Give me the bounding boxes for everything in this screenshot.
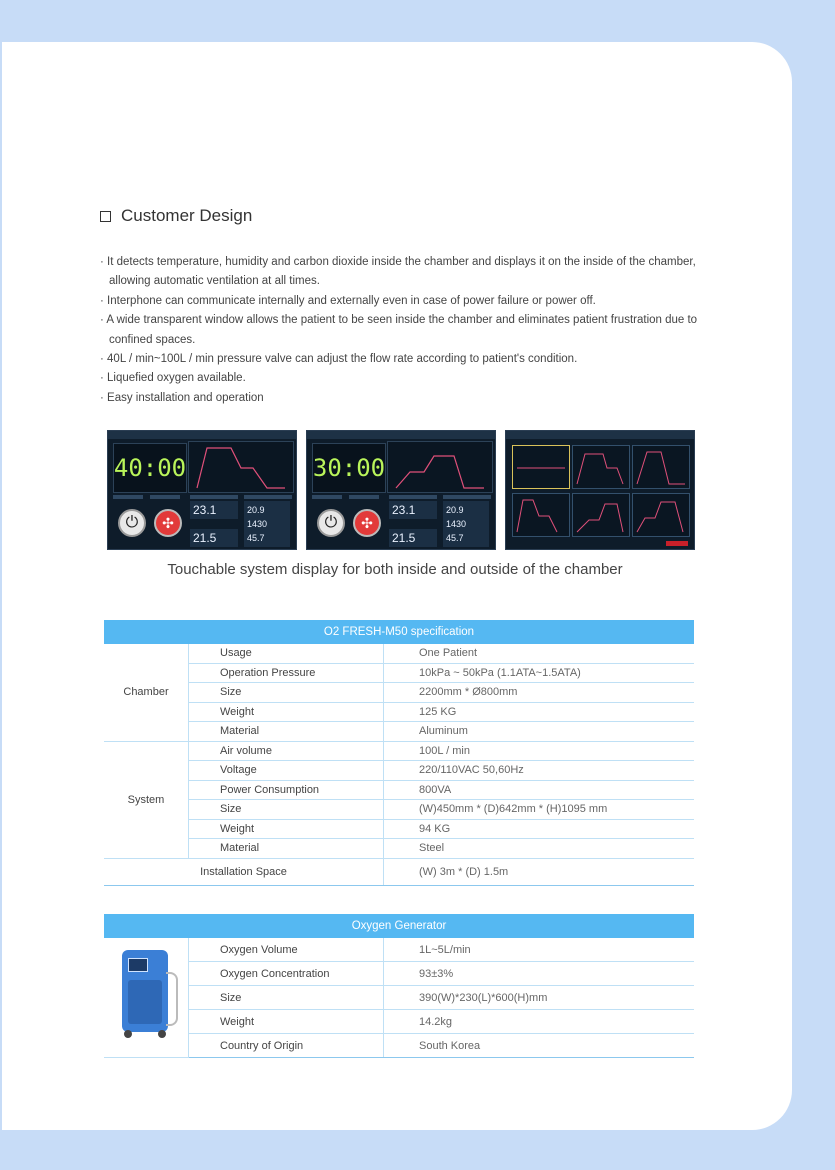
spec-key: Oxygen Volume: [189, 938, 384, 962]
screen-top-bar: [108, 431, 296, 439]
table-row: [104, 800, 694, 820]
installation-value: (W) 3m * (D) 1.5m: [384, 858, 695, 885]
spec-key: Power Consumption: [189, 780, 384, 800]
label-bar: [443, 495, 491, 499]
spec-key: Weight: [189, 1010, 384, 1034]
table-row: [104, 761, 694, 781]
label-bar: [150, 495, 180, 499]
program-graph: [512, 445, 570, 489]
program-graph: [572, 445, 630, 489]
spec-value: 93±3%: [384, 962, 695, 986]
table-row: [104, 858, 694, 885]
feature-item: · Liquefied oxygen available.: [100, 369, 720, 388]
spec-key: Weight: [189, 819, 384, 839]
temperature-readout: 23.1: [190, 501, 238, 519]
program-graph-svg: [633, 494, 689, 536]
table-row: [104, 938, 694, 962]
spec-value: 2200mm * Ø800mm: [384, 683, 695, 703]
display-screen-2: [306, 430, 496, 550]
oxygen-table: [104, 914, 694, 1058]
spec-value: 125 KG: [384, 702, 695, 722]
pressure-graph-svg: [388, 442, 492, 492]
table-row: [104, 780, 694, 800]
feature-item: · 40L / min~100L / min pressure valve can adjust the flow rate according to patient's condition.: [100, 350, 720, 369]
wheel-icon: [124, 1030, 132, 1038]
program-graph: [632, 493, 690, 537]
humidity-temp-readout: 21.5: [389, 529, 437, 547]
table-row: [104, 1034, 694, 1058]
spec-table-title: O2 FRESH-M50 specification: [104, 620, 694, 644]
table-row: [104, 986, 694, 1010]
section-title-text: Customer Design: [121, 206, 253, 225]
device-panel: [128, 958, 148, 972]
table-row: [104, 683, 694, 703]
device-grill: [128, 980, 162, 1024]
program-graph-svg: [573, 494, 629, 536]
pressure-graph-svg: [189, 442, 293, 492]
pressure-graph: [387, 441, 493, 493]
screen-top-bar: [506, 431, 694, 439]
spec-value: Aluminum: [384, 722, 695, 742]
spec-value: 800VA: [384, 780, 695, 800]
spec-key: Voltage: [189, 761, 384, 781]
o2-readout: 20.9: [244, 501, 290, 519]
o2-readout: 20.9: [443, 501, 489, 519]
table-row: [104, 1010, 694, 1034]
feature-item: · Interphone can communicate internally and externally even in case of power failure or power off.: [100, 292, 720, 311]
spec-value: One Patient: [384, 644, 695, 663]
spec-key: Oxygen Concentration: [189, 962, 384, 986]
spec-key: Material: [189, 839, 384, 859]
table-row: [104, 741, 694, 761]
wheel-icon: [158, 1030, 166, 1038]
installation-key: Installation Space: [104, 858, 384, 885]
spec-value: Steel: [384, 839, 695, 859]
spec-key: Size: [189, 986, 384, 1010]
spec-key: Size: [189, 683, 384, 703]
program-graph: [512, 493, 570, 537]
spec-key: Usage: [189, 644, 384, 663]
co2-readout: 1430: [443, 515, 489, 533]
spec-value: 14.2kg: [384, 1010, 695, 1034]
program-graph-svg: [513, 446, 569, 488]
display-screen-3: [505, 430, 695, 550]
power-icon: ⏻: [317, 509, 345, 537]
pressure-graph: [188, 441, 294, 493]
feature-list: [100, 253, 720, 408]
section-title: [100, 206, 252, 226]
label-bar: [312, 495, 342, 499]
screen-top-bar: [307, 431, 495, 439]
table-row: [104, 663, 694, 683]
program-graph: [632, 445, 690, 489]
label-bar: [244, 495, 292, 499]
spec-value: 94 KG: [384, 819, 695, 839]
label-bar: [389, 495, 437, 499]
temperature-readout: 23.1: [389, 501, 437, 519]
spec-key: Operation Pressure: [189, 663, 384, 683]
oxygen-table-title: Oxygen Generator: [104, 914, 694, 938]
spec-key: Country of Origin: [189, 1034, 384, 1058]
display-screen-1: [107, 430, 297, 550]
device-image-cell: [104, 938, 189, 1058]
spec-key: Size: [189, 800, 384, 820]
spec-key: Material: [189, 722, 384, 742]
table-row: [104, 644, 694, 663]
timer-display: 40:00: [113, 443, 187, 493]
label-bar: [113, 495, 143, 499]
feature-item: · Easy installation and operation: [100, 389, 720, 408]
program-graph-svg: [513, 494, 569, 536]
timer-display: 30:00: [312, 443, 386, 493]
display-caption: Touchable system display for both inside and outside of the chamber: [167, 561, 623, 578]
table-row: [104, 722, 694, 742]
table-row: [104, 819, 694, 839]
table-row: [104, 962, 694, 986]
oxygen-generator-image: [118, 950, 176, 1042]
program-graph-svg: [573, 446, 629, 488]
spec-value: 100L / min: [384, 741, 695, 761]
humidity-temp-readout: 21.5: [190, 529, 238, 547]
co2-readout: 1430: [244, 515, 290, 533]
spec-value: 220/110VAC 50,60Hz: [384, 761, 695, 781]
humidity-readout: 45.7: [244, 529, 290, 547]
spec-value: 10kPa ~ 50kPa (1.1ATA~1.5ATA): [384, 663, 695, 683]
fan-icon: ✣: [154, 509, 182, 537]
spec-value: 390(W)*230(L)*600(H)mm: [384, 986, 695, 1010]
alert-indicator: [666, 541, 688, 546]
frame-top: [0, 0, 835, 6]
table-row: [104, 839, 694, 859]
spec-key: Weight: [189, 702, 384, 722]
fan-icon: ✣: [353, 509, 381, 537]
spec-value: 1L~5L/min: [384, 938, 695, 962]
program-graph-svg: [633, 446, 689, 488]
spec-value: (W)450mm * (D)642mm * (H)1095 mm: [384, 800, 695, 820]
power-icon: ⏻: [118, 509, 146, 537]
group-label-system: System: [104, 741, 189, 858]
feature-item: · It detects temperature, humidity and carbon dioxide inside the chamber and displays it on the inside of the chamber, allowing automatic ventilation at all times.: [100, 253, 720, 292]
spec-value: South Korea: [384, 1034, 695, 1058]
spec-key: Air volume: [189, 741, 384, 761]
device-tube: [166, 972, 178, 1026]
display-screenshots: [107, 430, 697, 550]
table-row: [104, 702, 694, 722]
feature-item: · A wide transparent window allows the patient to be seen inside the chamber and eliminates patient frustration due to confined spaces.: [100, 311, 720, 350]
group-label-chamber: Chamber: [104, 644, 189, 741]
program-graph: [572, 493, 630, 537]
humidity-readout: 45.7: [443, 529, 489, 547]
label-bar: [190, 495, 238, 499]
spec-table: [104, 620, 694, 886]
square-bullet-icon: [100, 211, 111, 222]
label-bar: [349, 495, 379, 499]
